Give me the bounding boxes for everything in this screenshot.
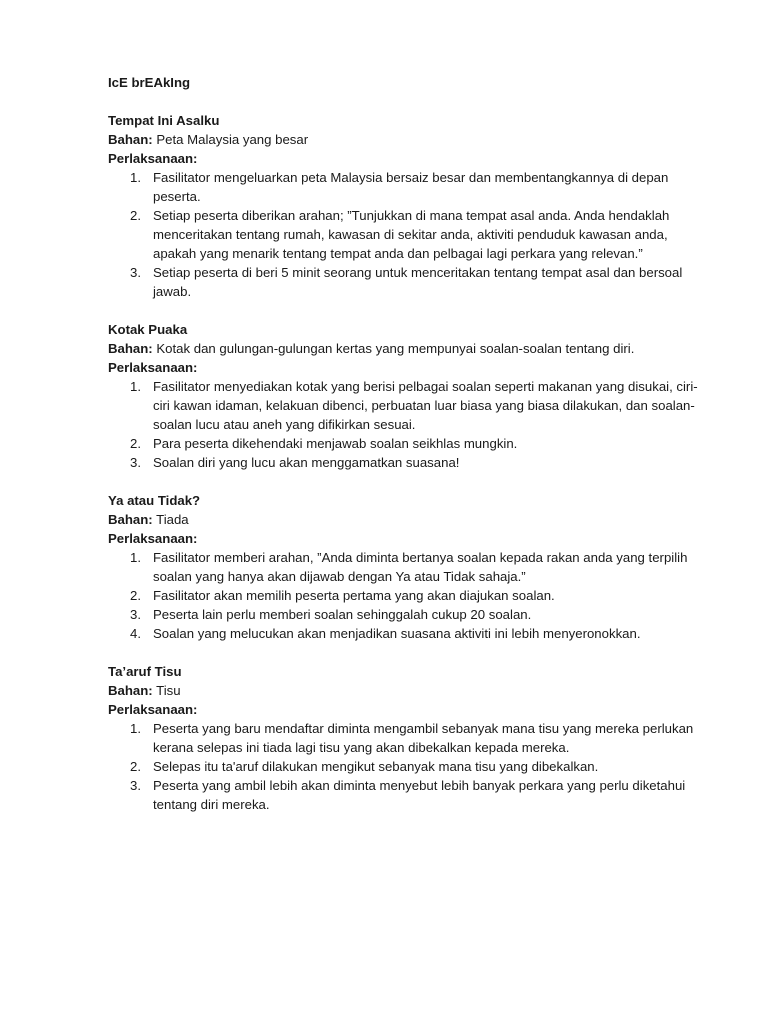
step-item: 3. Setiap peserta di beri 5 minit seorang untuk menceritakan tentang tempat asal dan bersoal jawab. [130,265,683,299]
steps-list [108,377,708,472]
step-item: 4. Soalan yang melucukan akan menjadikan suasana aktiviti ini lebih menyeronokkan. [130,626,641,641]
bahan-line [108,510,708,529]
step-item: 1. Fasilitator memberi arahan, ”Anda diminta bertanya soalan kepada rakan anda yang terpilih soalan yang hanya akan dijawab dengan Ya atau Tidak sahaja.” [130,550,688,584]
step-text: Setiap peserta diberikan arahan; ”Tunjukkan di mana tempat asal anda. Anda hendaklah menceritakan tentang rumah, kawasan di sekitar anda, aktiviti penduduk kawasan anda, apakah yang menarik tentang tempat anda dan pelbagai lagi perkara yang relevan.” [153,208,670,261]
step-text: Selepas itu ta'aruf dilakukan mengikut sebanyak mana tisu yang dibekalkan. [153,759,599,774]
section-title: Ta’aruf Tisu [108,664,182,679]
section-tempat-ini-asalku [108,111,708,301]
step-text: Setiap peserta di beri 5 minit seorang untuk menceritakan tentang tempat asal dan bersoal jawab. [153,265,683,299]
document-page [108,73,708,833]
bahan-value: Kotak dan gulungan-gulungan kertas yang mempunyai soalan-soalan tentang diri. [156,341,635,356]
step-item: 2. Selepas itu ta'aruf dilakukan mengikut sebanyak mana tisu yang dibekalkan. [130,759,599,774]
section-title: Kotak Puaka [108,322,188,337]
step-text: Soalan yang melucukan akan menjadikan suasana aktiviti ini lebih menyeronokkan. [153,626,641,641]
step-item: 2. Para peserta dikehendaki menjawab soalan seikhlas mungkin. [130,436,518,451]
step-item: 3. Peserta yang ambil lebih akan diminta menyebut lebih banyak perkara yang perlu diketahui tentang diri mereka. [130,778,686,812]
document-title: IcE brEAkIng [108,75,191,90]
bahan-value: Tiada [156,512,189,527]
section-title: Tempat Ini Asalku [108,113,220,128]
step-text: Fasilitator mengeluarkan peta Malaysia bersaiz besar dan membentangkannya di depan peserta. [153,170,669,204]
bahan-label: Bahan: [108,132,153,147]
step-item: 3. Peserta lain perlu memberi soalan sehinggalah cukup 20 soalan. [130,607,532,622]
bahan-value: Tisu [156,683,181,698]
step-text: Fasilitator menyediakan kotak yang berisi pelbagai soalan seperti makanan yang disukai, ciri-ciri kawan idaman, kelakuan dibenci, perbuatan luar biasa yang biasa dilakukan, dan soalan-soalan lucu atau aneh yang difikirkan sesuai. [153,379,698,432]
bahan-line [108,681,708,700]
step-text: Soalan diri yang lucu akan menggamatkan suasana! [153,455,460,470]
perlaksanaan-label: Perlaksanaan: [108,151,198,166]
section-kotak-puaka [108,320,708,472]
step-text: Fasilitator memberi arahan, ”Anda diminta bertanya soalan kepada rakan anda yang terpilih soalan yang hanya akan dijawab dengan Ya atau Tidak sahaja.” [153,550,688,584]
section-ya-atau-tidak [108,491,708,643]
bahan-line [108,339,708,358]
steps-list [108,168,708,301]
section-taaruf-tisu [108,662,708,814]
step-text: Peserta yang ambil lebih akan diminta menyebut lebih banyak perkara yang perlu diketahui tentang diri mereka. [153,778,686,812]
step-text: Para peserta dikehendaki menjawab soalan seikhlas mungkin. [153,436,518,451]
step-item: 1. Peserta yang baru mendaftar diminta mengambil sebanyak mana tisu yang mereka perlukan kerana selepas ini tiada lagi tisu yang akan dibekalkan kepada mereka. [130,721,694,755]
step-item: 3. Soalan diri yang lucu akan menggamatkan suasana! [130,455,460,470]
step-item: 1. Fasilitator menyediakan kotak yang berisi pelbagai soalan seperti makanan yang disukai, ciri-ciri kawan idaman, kelakuan dibenci, perbuatan luar biasa yang biasa dilakukan, dan soalan-soalan lucu atau aneh yang difikirkan sesuai. [130,379,698,432]
step-text: Peserta yang baru mendaftar diminta mengambil sebanyak mana tisu yang mereka perlukan kerana selepas ini tiada lagi tisu yang akan dibekalkan kepada mereka. [153,721,694,755]
perlaksanaan-label: Perlaksanaan: [108,360,198,375]
step-text: Fasilitator akan memilih peserta pertama yang akan diajukan soalan. [153,588,555,603]
perlaksanaan-label: Perlaksanaan: [108,531,198,546]
step-text: Peserta lain perlu memberi soalan sehinggalah cukup 20 soalan. [153,607,532,622]
section-title: Ya atau Tidak? [108,493,201,508]
bahan-value: Peta Malaysia yang besar [156,132,309,147]
bahan-label: Bahan: [108,341,153,356]
steps-list [108,719,708,814]
bahan-label: Bahan: [108,512,153,527]
step-item: 2. Setiap peserta diberikan arahan; ”Tunjukkan di mana tempat asal anda. Anda hendaklah menceritakan tentang rumah, kawasan di sekitar anda, aktiviti penduduk kawasan anda, apakah yang menarik tentang tempat anda dan pelbagai lagi perkara yang relevan.” [130,208,670,261]
bahan-label: Bahan: [108,683,153,698]
steps-list [108,548,708,643]
perlaksanaan-label: Perlaksanaan: [108,702,198,717]
bahan-line [108,130,708,149]
step-item: 2. Fasilitator akan memilih peserta pertama yang akan diajukan soalan. [130,588,555,603]
step-item: 1. Fasilitator mengeluarkan peta Malaysia bersaiz besar dan membentangkannya di depan peserta. [130,170,669,204]
